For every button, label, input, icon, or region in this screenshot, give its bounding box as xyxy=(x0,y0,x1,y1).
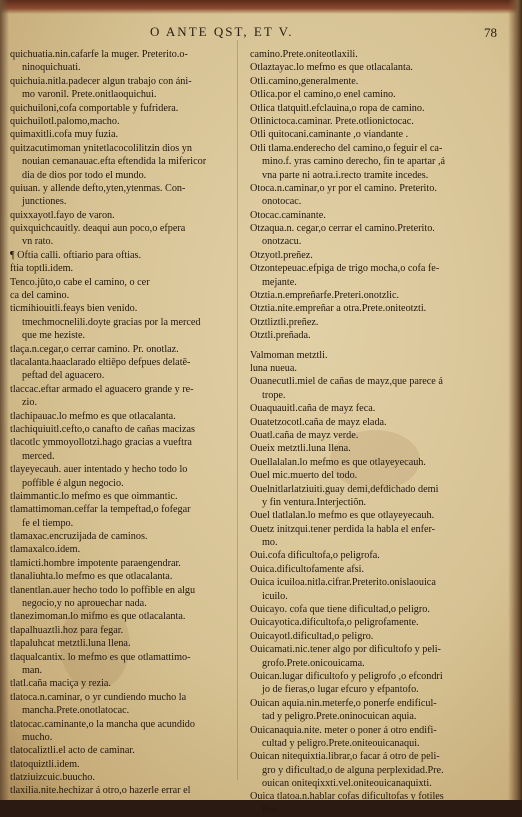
text-line: Otoca.n.caminar,o yr por el camino. Preterito. xyxy=(250,182,437,194)
text-line: junctiones. xyxy=(22,196,67,208)
text-line: camino.Prete.oniteotlaxili. xyxy=(250,49,358,60)
text-line: tlaça.n.cegar,o cerrar camino. Pr. onotlaz. xyxy=(10,343,179,355)
text-line: tad y peligro.Prete.oninocuican aquia. xyxy=(262,711,417,723)
text-line: y fin ventura.Interjectiõn. xyxy=(262,496,367,508)
text-line: Otztia.n.empreñarfe.Preteri.onotzlic. xyxy=(250,290,400,302)
text-line: ticmihiouitli.feays bien venido. xyxy=(10,303,138,315)
text-line: onotzacu. xyxy=(262,236,302,248)
text-line: tlamaxalco.idem. xyxy=(10,544,81,556)
column-divider xyxy=(237,40,238,780)
text-line: tlachipauac.lo mefmo es que otlacalanta. xyxy=(10,410,176,422)
text-line: tlapaluhcat metztli.luna llena. xyxy=(10,638,131,650)
text-line: ouican oniteqixxti.vel.oniteouicanaquixti. xyxy=(262,778,432,790)
page-number: 78 xyxy=(484,25,497,40)
text-line: Otztia.nite.empreñar a otra.Prete.oniteotzti. xyxy=(250,303,427,315)
text-line: tlanaliuhta.lo mefmo es que otlacalanta. xyxy=(10,571,173,583)
text-line: Otzontepeuac.efpiga de trigo mocha,o cofa fe- xyxy=(250,263,440,275)
text-line: Ouel tlatlalan.lo mefmo es que otlayeyecauh. xyxy=(250,510,435,522)
text-line: trope. xyxy=(262,389,286,401)
text-line: ninoquichuati. xyxy=(22,62,81,74)
text-line: Ouica.dificultofamente afsi. xyxy=(250,563,364,575)
text-line: tlaccac.eftar armado el aguacero grande y re- xyxy=(10,383,194,395)
text-line: quixquichcauitly. deaqui aun poco,o efpera xyxy=(10,223,186,235)
text-line: ftia toptli.idem. xyxy=(10,263,74,275)
text-line: vn rato. xyxy=(22,236,54,248)
text-line: tlachiquiuitl.cefto,o canafto de cañas macizas xyxy=(10,423,195,435)
text-line: ¶ Oftia calli. oftiario para oftias. xyxy=(10,249,142,261)
text-line: ca del camino. xyxy=(10,290,70,302)
text-line: quixxayotl.fayo de varon. xyxy=(10,209,115,221)
text-line: grofo.Prete.onicouicama. xyxy=(262,657,365,669)
page-right-edge xyxy=(508,0,522,800)
text-line: tlatocaliztli.el acto de caminar. xyxy=(10,745,135,757)
text-line: tlamattimoman.ceffar la tempeftad,o fofegar xyxy=(10,504,191,516)
text-line: merced. xyxy=(22,450,55,462)
text-line: quitzacutimoman ynitetlacocolilitzin dios yn xyxy=(10,142,192,154)
text-line: mucho. xyxy=(22,731,53,743)
text-line: Ouetz initzqui.tener perdida la habla el enfer- xyxy=(250,523,436,535)
text-line: vna parte ni aotra.i.recto tramite incedes. xyxy=(262,169,429,181)
text-line: mo varonil. Prete.onitlaoquichui. xyxy=(22,89,157,101)
text-line: tlapalhuaztli.hoz para fegar. xyxy=(10,624,124,636)
text-line: Tenco.jūto,o cabe el camino, o cer xyxy=(10,276,150,288)
text-line: tlatziuizcuic.buucho. xyxy=(10,772,95,784)
page-top-edge xyxy=(0,0,522,14)
text-line: Ouican aquia.nin.meterfe,o ponerfe endificul- xyxy=(250,697,437,709)
left-column xyxy=(10,48,220,798)
text-line: tlamicti.hombre impotente paraengendrar. xyxy=(10,557,181,569)
text-line: gro y dificultad,o de alguna perplexidad.Pre. xyxy=(262,764,444,776)
running-header: O ANTE QST, ET V. xyxy=(150,24,294,39)
text-line: tlacalanta.haaclarado eltiēpo defpues delatē- xyxy=(10,356,191,368)
text-line: Ouica icuiloa.nitla.cifrar.Preterito.onislaouica xyxy=(250,577,436,589)
text-line: quichuia.nitla.padecer algun trabajo con áni- xyxy=(10,75,192,87)
text-line: man. xyxy=(22,664,43,676)
text-line: tlatoca.n.caminar, o yr cundiendo mucho la xyxy=(10,691,187,703)
text-line: nouian cemanauac.efta eftendida la mifericor xyxy=(22,156,207,168)
text-line: tlaqualcantix. lo mefmo es que otlamattimo- xyxy=(10,651,191,663)
text-line: Pre. xyxy=(262,804,279,816)
text-line: tlayeyecauh. auer intentado y hecho todo lo xyxy=(10,464,188,476)
text-line: zio. xyxy=(22,397,37,409)
text-line: Otlica.por el camino,o enel camino. xyxy=(250,89,396,101)
text-line: dia de dios por todo el mundo. xyxy=(22,169,147,181)
text-line: Ouellalalan.lo mefmo es que otlayeyecauh. xyxy=(250,456,426,468)
text-line: quiuan. y allende defto,yten,ytenmas. Con- xyxy=(10,182,186,194)
text-line: Otlaztayac.lo mefmo es que otlacalanta. xyxy=(250,62,413,74)
text-line: Ouicayotl.dificultad,o peligro. xyxy=(250,630,374,642)
text-line: tlaxilia.nite.hechizar á otro,o hazerle errar el xyxy=(10,785,191,797)
text-line: tlatl.caña maciça y rezia. xyxy=(10,678,111,690)
text-line: quimaxitli.cofa muy fuzia. xyxy=(10,129,119,141)
text-line: luna nueua. xyxy=(250,362,297,374)
text-line: tlanezimoman.lo mifmo es que otlacalanta. xyxy=(10,611,186,623)
text-line: Ouica tlatoa.n.hablar cofas dificultofas y fotiles xyxy=(250,791,444,803)
text-line: Oueix metztli.luna llena. xyxy=(250,443,351,455)
text-line: Otli tlama.enderecho del camino,o feguir el ca- xyxy=(250,142,443,154)
text-line: onotocac. xyxy=(262,196,302,208)
text-line: quichuilotl.palomo,macho. xyxy=(10,115,120,127)
text-line: Ouicayotica.dificultofa,o peligrofamente. xyxy=(250,617,419,629)
text-line: Ouicamati.nic.tener algo por dificultofo y peli- xyxy=(250,644,441,656)
text-line: Otztliztli.preñez. xyxy=(250,316,319,328)
text-line: Ouican nitequixtia.librar,o facar á otro de peli- xyxy=(250,751,440,763)
text-line: icuilo. xyxy=(262,590,288,602)
text-line: tlanentlan.auer hecho todo lo poffible en algu xyxy=(10,584,196,596)
text-line: tmechmocnelili.doyte gracias por la merced xyxy=(22,316,201,328)
text-line: Valmoman metztli. xyxy=(250,349,328,361)
page-left-edge xyxy=(0,0,9,800)
text-line: Otztli.preñada. xyxy=(250,330,311,342)
text-line: fe el tiempo. xyxy=(22,517,74,529)
text-line: Ouel mic.muerto del todo. xyxy=(250,470,358,482)
text-line: Ouelnitlarlatziuiti.guay demi,defdichado demi xyxy=(250,483,439,495)
text-line: Ouaquauitl.caña de mayz feca. xyxy=(250,403,376,415)
text-line: mejante. xyxy=(262,276,297,288)
text-line: Ouanecutli.miel de cañas de mayz,que parece á xyxy=(250,376,443,388)
text-line: peftad del aguacero. xyxy=(22,370,105,382)
text-line: negocio,y no aprouechar nada. xyxy=(22,598,147,610)
text-line: jo de fieras,o lugar efcuro y efpantofo. xyxy=(262,684,419,696)
text-line: Ouatetzocotl.caña de mayz elada. xyxy=(250,416,387,428)
text-line: Otocac.caminante. xyxy=(250,209,326,221)
text-line: que me heziste. xyxy=(22,330,86,342)
text-line: Otli.camino,generalmente. xyxy=(250,75,359,87)
text-line: cultad y peligro.Prete.oniteouicanaqui. xyxy=(262,737,420,749)
text-line: tlatoquiztli.idem. xyxy=(10,758,80,770)
right-column xyxy=(250,48,472,817)
text-line: mino.f. yras camino derecho, fin te apartar ,á xyxy=(262,156,446,168)
text-line: tlacotlc ymmoyollotzi.hago gracias a vueftra xyxy=(10,437,192,449)
text-line: Otzyotl.preñez. xyxy=(250,249,313,261)
text-line: Otlica tlatquitl.efclauina,o ropa de camino. xyxy=(250,102,425,114)
text-line: Ouicanaquia.nite. meter o poner á otro endifi- xyxy=(250,724,437,736)
text-line: quichuatia.nin.cafarfe la muger. Preterito.o- xyxy=(10,49,188,60)
text-line: quichuiloni,cofa comportable y fufridera. xyxy=(10,102,179,114)
text-line: Oui.cofa dificultofa,o peligrofa. xyxy=(250,550,380,562)
text-line: Otzaqua.n. cegar,o cerrar el camino.Preterito. xyxy=(250,223,435,235)
text-line: tlatocac.caminante,o la mancha que acundido xyxy=(10,718,195,730)
text-line: tlamaxac.encruzijada de caminos. xyxy=(10,531,148,543)
text-line: mo. xyxy=(262,537,278,549)
text-line: Ouicayo. cofa que tiene dificultad,o peligro. xyxy=(250,604,430,616)
text-line: poffible é algun negocio. xyxy=(22,477,124,489)
text-line: tlaimmantic.lo mefmo es que oimmantic. xyxy=(10,490,178,502)
text-line: mancha.Prete.onotlatocac. xyxy=(22,705,130,717)
text-line: Ouatl.caña de mayz verde. xyxy=(250,429,359,441)
text-line: Ouican.lugar dificultofo y peligrofo ,o efcondri xyxy=(250,670,443,682)
text-line: Otli quitocani.caminante ,o viandante . xyxy=(250,129,409,141)
text-line: Otlinictoca.caminar. Prete.otlionictocac. xyxy=(250,115,414,127)
